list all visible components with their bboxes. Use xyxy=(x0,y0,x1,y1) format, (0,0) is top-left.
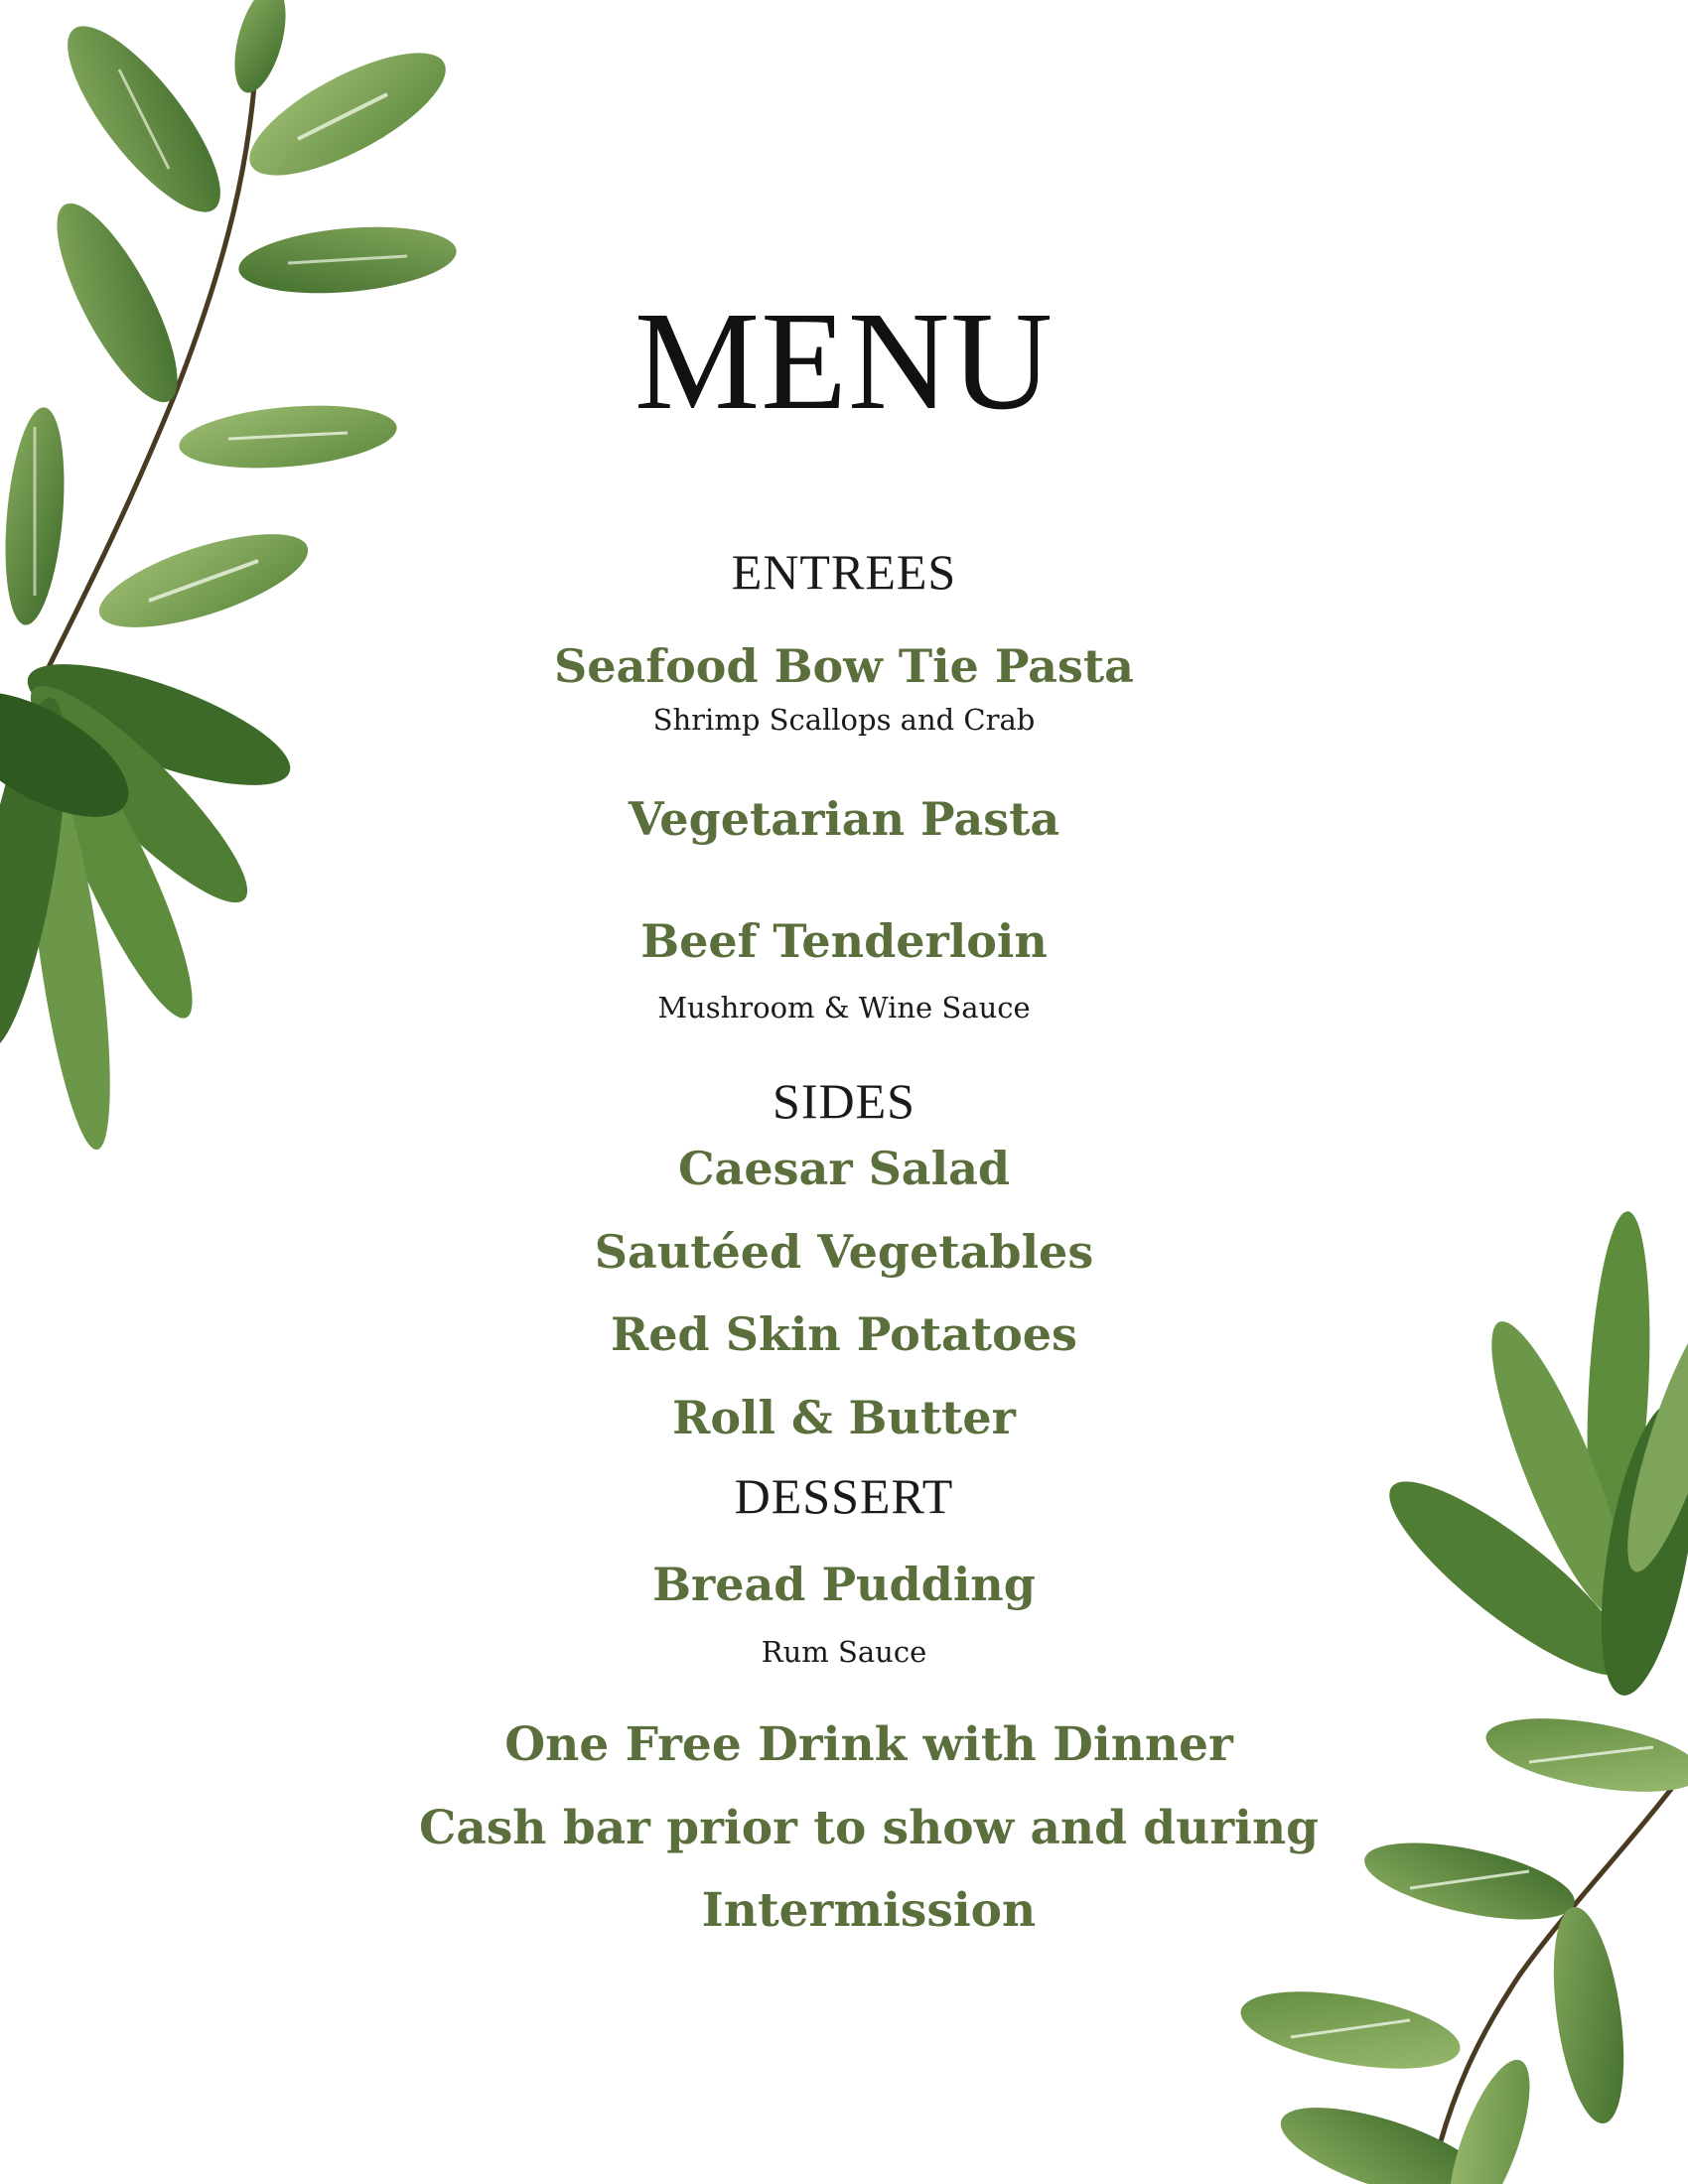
menu-item: Roll & Butter xyxy=(672,1391,1016,1444)
menu-item-description: Rum Sauce xyxy=(761,1635,927,1669)
menu-item: Vegetarian Pasta xyxy=(628,792,1060,846)
menu-item: Beef Tenderloin xyxy=(640,914,1048,968)
bar-note: Cash bar prior to show and during xyxy=(418,1801,1319,1855)
menu-item: Caesar Salad xyxy=(677,1142,1011,1195)
section-heading-sides: SIDES xyxy=(773,1073,915,1129)
menu-item: Bread Pudding xyxy=(652,1558,1036,1611)
menu-item-description: Shrimp Scallops and Crab xyxy=(652,703,1036,737)
page-title: MENU xyxy=(633,282,1055,439)
menu-item: Sautéed Vegetables xyxy=(594,1225,1094,1279)
section-heading-dessert: DESSERT xyxy=(734,1468,954,1524)
menu-item: Seafood Bow Tie Pasta xyxy=(554,639,1134,693)
bar-note: Intermission xyxy=(701,1883,1037,1938)
menu-item: Red Skin Potatoes xyxy=(611,1307,1077,1361)
drink-note: One Free Drink with Dinner xyxy=(504,1717,1233,1772)
menu-item-description: Mushroom & Wine Sauce xyxy=(657,991,1031,1024)
section-heading-entrees: ENTREES xyxy=(731,544,957,600)
